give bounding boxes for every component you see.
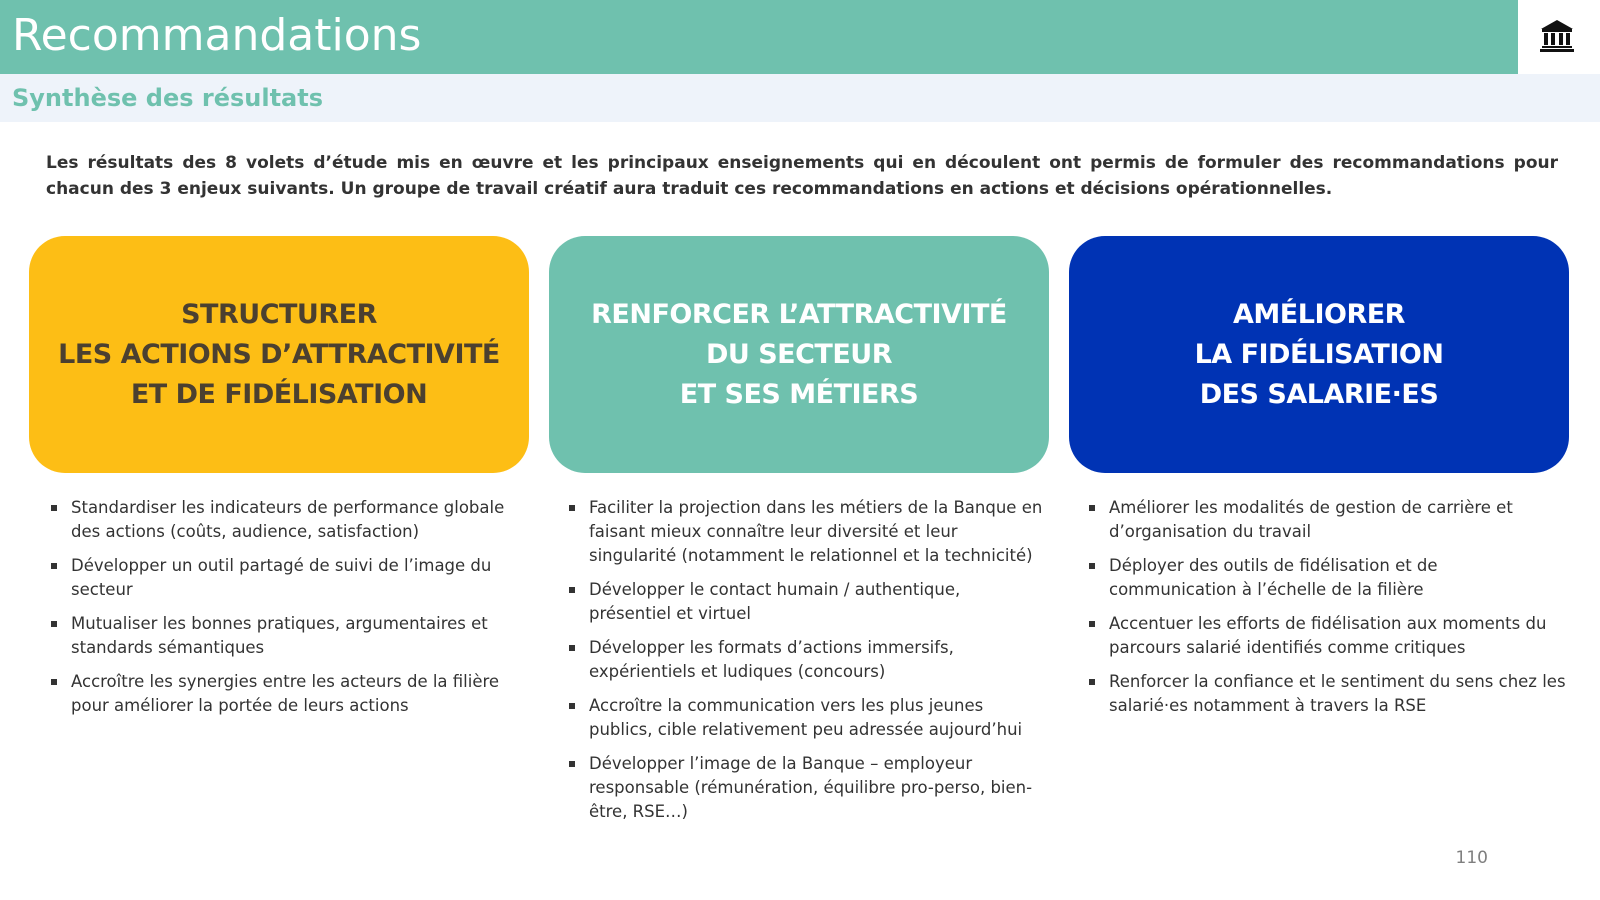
list-item: Déployer des outils de fidélisation et de communication à l’échelle de la filière (1086, 554, 1566, 602)
header-bar (0, 0, 1518, 74)
page-title: Recommandations (12, 10, 422, 61)
list-item: Développer les formats d’actions immersifs, expérientiels et ludiques (concours) (566, 636, 1046, 684)
section-title: Synthèse des résultats (12, 84, 324, 112)
list-item: Développer le contact humain / authentique, présentiel et virtuel (566, 578, 1046, 626)
pillar-title-line: DU SECTEUR (705, 338, 893, 370)
pillar-title-line: LES ACTIONS D’ATTRACTIVITÉ (58, 338, 500, 370)
list-item: Accroître la communication vers les plus jeunes publics, cible relativement peu adressée aujourd’hui (566, 694, 1046, 742)
pillar-title-line: LA FIDÉLISATION (1194, 338, 1444, 370)
subheader-bar (0, 74, 1600, 122)
intro-paragraph: Les résultats des 8 volets d’étude mis en œuvre et les principaux enseignements qui en découlent ont permis de formuler des recommandations pour chacun des 3 enjeux suivants. Un groupe de travail créatif aura traduit ces recommandations en actions et décisions opérationnelles. (46, 153, 1558, 199)
pillar-title-line: ET SES MÉTIERS (679, 378, 919, 410)
list-item: Faciliter la projection dans les métiers de la Banque en faisant mieux connaître leur diversité et leur singularité (notamment le relationnel et la technicité) (566, 496, 1046, 568)
bank-building-icon (1540, 18, 1574, 52)
list-item: Accentuer les efforts de fidélisation aux moments du parcours salarié identifiés comme critiques (1086, 612, 1566, 660)
bullet-list-structurer (48, 496, 518, 728)
pillar-title-line: DES SALARIE·ES (1199, 378, 1439, 410)
list-item: Mutualiser les bonnes pratiques, argumentaires et standards sémantiques (48, 612, 518, 660)
bullet-list-renforcer (566, 496, 1046, 834)
list-item: Standardiser les indicateurs de performance globale des actions (coûts, audience, satisfaction) (48, 496, 518, 544)
page-number: 110 (1455, 848, 1488, 868)
pillar-card-structurer (29, 236, 529, 473)
logo (1518, 0, 1600, 74)
list-item: Développer un outil partagé de suivi de l’image du secteur (48, 554, 518, 602)
pillar-title-line: AMÉLIORER (1233, 298, 1405, 330)
pillar-card-renforcer (549, 236, 1049, 473)
pillar-title-line: RENFORCER L’ATTRACTIVITÉ (591, 298, 1007, 330)
list-item: Accroître les synergies entre les acteurs de la filière pour améliorer la portée de leurs actions (48, 670, 518, 718)
pillar-title-line: ET DE FIDÉLISATION (130, 378, 428, 410)
pillar-card-ameliorer (1069, 236, 1569, 473)
list-item: Renforcer la confiance et le sentiment du sens chez les salarié·es notamment à travers la RSE (1086, 670, 1566, 718)
list-item: Améliorer les modalités de gestion de carrière et d’organisation du travail (1086, 496, 1566, 544)
list-item: Développer l’image de la Banque – employeur responsable (rémunération, équilibre pro-perso, bien-être, RSE…) (566, 752, 1046, 824)
pillar-title-line: STRUCTURER (181, 298, 377, 330)
bullet-list-ameliorer (1086, 496, 1566, 728)
